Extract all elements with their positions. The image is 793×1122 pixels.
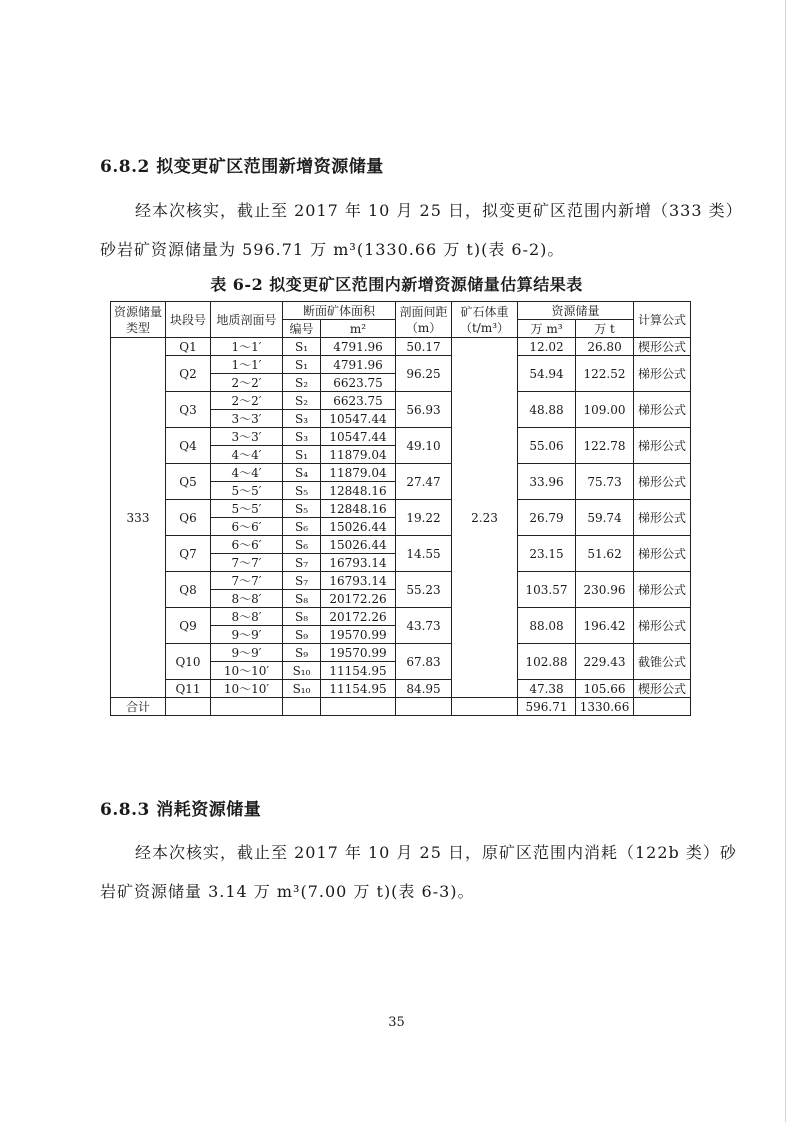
spacing-cell: 19.22	[396, 500, 452, 536]
profile-cell: 4～4′	[211, 464, 283, 482]
reserve-t-cell: 122.78	[576, 428, 634, 464]
area-cell: 11154.95	[321, 680, 396, 698]
section-no-cell: S₉	[283, 626, 321, 644]
area-cell: 12848.16	[321, 500, 396, 518]
header-reserves: 资源储量	[518, 302, 634, 320]
section-no-cell: S₃	[283, 428, 321, 446]
spacing-cell: 50.17	[396, 338, 452, 356]
section-no-cell: S₇	[283, 554, 321, 572]
profile-cell: 5～5′	[211, 482, 283, 500]
reserve-m3-cell: 103.57	[518, 572, 576, 608]
total-m3-cell: 596.71	[518, 698, 576, 716]
block-cell: Q11	[166, 680, 211, 698]
reserve-t-cell: 230.96	[576, 572, 634, 608]
reserve-m3-cell: 88.08	[518, 608, 576, 644]
profile-cell: 8～8′	[211, 590, 283, 608]
area-cell: 4791.96	[321, 356, 396, 374]
spacing-cell: 43.73	[396, 608, 452, 644]
profile-cell: 9～9′	[211, 644, 283, 662]
total-label-cell: 合计	[111, 698, 166, 716]
section-no-cell: S₅	[283, 482, 321, 500]
formula-cell: 梯形公式	[634, 608, 691, 644]
table-row	[111, 428, 691, 446]
resource-type-cell: 333	[111, 338, 166, 698]
table-row	[111, 392, 691, 410]
area-cell: 19570.99	[321, 644, 396, 662]
header-area-unit: m²	[321, 320, 396, 338]
section-no-cell: S₄	[283, 464, 321, 482]
section-no-cell: S₁₀	[283, 680, 321, 698]
area-cell: 15026.44	[321, 536, 396, 554]
block-cell: Q7	[166, 536, 211, 572]
section-no-cell: S₁₀	[283, 662, 321, 680]
spacing-cell: 67.83	[396, 644, 452, 680]
table-row	[111, 500, 691, 518]
block-cell: Q4	[166, 428, 211, 464]
profile-cell: 10～10′	[211, 680, 283, 698]
section-no-cell: S₅	[283, 500, 321, 518]
empty-cell	[396, 698, 452, 716]
header-area-no: 编号	[283, 320, 321, 338]
profile-cell: 10～10′	[211, 662, 283, 680]
area-cell: 19570.99	[321, 626, 396, 644]
block-cell: Q9	[166, 608, 211, 644]
section-no-cell: S₇	[283, 572, 321, 590]
block-cell: Q2	[166, 356, 211, 392]
reserve-t-cell: 51.62	[576, 536, 634, 572]
header-reserve-m3: 万 m³	[518, 320, 576, 338]
formula-cell: 梯形公式	[634, 356, 691, 392]
header-area: 断面矿体面积	[283, 302, 396, 320]
area-cell: 6623.75	[321, 392, 396, 410]
area-cell: 12848.16	[321, 482, 396, 500]
reserve-m3-cell: 12.02	[518, 338, 576, 356]
table-row	[111, 338, 691, 356]
area-cell: 16793.14	[321, 554, 396, 572]
area-cell: 16793.14	[321, 572, 396, 590]
reserve-t-cell: 59.74	[576, 500, 634, 536]
paragraph-1-line-1: 经本次核实，截止至 2017 年 10 月 25 日，拟变更矿区范围内新增（333 类）	[135, 201, 743, 220]
paragraph-2-line-2: 岩矿资源储量 3.14 万 m³(7.00 万 t)(表 6-3)。	[100, 882, 475, 901]
block-cell: Q3	[166, 392, 211, 428]
profile-cell: 2～2′	[211, 374, 283, 392]
header-density: 矿石体重（t/m³）	[452, 302, 518, 338]
area-cell: 4791.96	[321, 338, 396, 356]
header-spacing: 剖面间距（m）	[396, 302, 452, 338]
table-row	[111, 572, 691, 590]
reserve-m3-cell: 102.88	[518, 644, 576, 680]
spacing-cell: 49.10	[396, 428, 452, 464]
area-cell: 20172.26	[321, 608, 396, 626]
section-no-cell: S₉	[283, 644, 321, 662]
formula-cell: 梯形公式	[634, 428, 691, 464]
section-heading-6-8-2: 6.8.2 拟变更矿区范围新增资源储量	[100, 157, 384, 177]
reserve-m3-cell: 33.96	[518, 464, 576, 500]
table-row	[111, 536, 691, 554]
spacing-cell: 27.47	[396, 464, 452, 500]
section-no-cell: S₂	[283, 374, 321, 392]
formula-cell: 楔形公式	[634, 338, 691, 356]
section-no-cell: S₂	[283, 392, 321, 410]
table-row	[111, 680, 691, 698]
reserve-t-cell: 105.66	[576, 680, 634, 698]
profile-cell: 4～4′	[211, 446, 283, 464]
table-row	[111, 608, 691, 626]
scan-edge	[785, 0, 786, 1122]
formula-cell: 梯形公式	[634, 464, 691, 500]
formula-cell: 梯形公式	[634, 392, 691, 428]
table-caption: 表 6-2 拟变更矿区范围内新增资源储量估算结果表	[210, 275, 583, 294]
empty-cell	[321, 698, 396, 716]
page-number: 35	[388, 1015, 405, 1030]
section-no-cell: S₈	[283, 590, 321, 608]
reserve-m3-cell: 23.15	[518, 536, 576, 572]
empty-cell	[283, 698, 321, 716]
paragraph-2-line-1: 经本次核实，截止至 2017 年 10 月 25 日，原矿区范围内消耗（122b 类）砂	[135, 843, 737, 862]
empty-cell	[634, 698, 691, 716]
area-cell: 11154.95	[321, 662, 396, 680]
profile-cell: 5～5′	[211, 500, 283, 518]
formula-cell: 楔形公式	[634, 680, 691, 698]
block-cell: Q1	[166, 338, 211, 356]
reserve-t-cell: 109.00	[576, 392, 634, 428]
profile-cell: 6～6′	[211, 518, 283, 536]
section-heading-6-8-3: 6.8.3 消耗资源储量	[100, 800, 262, 820]
header-type: 资源储量类型	[111, 302, 166, 338]
empty-cell	[166, 698, 211, 716]
block-cell: Q10	[166, 644, 211, 680]
spacing-cell: 56.93	[396, 392, 452, 428]
table-row	[111, 464, 691, 482]
section-no-cell: S₁	[283, 356, 321, 374]
density-cell: 2.23	[452, 338, 518, 698]
formula-cell: 梯形公式	[634, 500, 691, 536]
reserve-estimate-table	[110, 301, 691, 716]
profile-cell: 2～2′	[211, 392, 283, 410]
block-cell: Q6	[166, 500, 211, 536]
profile-cell: 9～9′	[211, 626, 283, 644]
profile-cell: 1～1′	[211, 338, 283, 356]
reserve-t-cell: 196.42	[576, 608, 634, 644]
header-reserve-t: 万 t	[576, 320, 634, 338]
reserve-t-cell: 122.52	[576, 356, 634, 392]
empty-cell	[211, 698, 283, 716]
reserve-m3-cell: 47.38	[518, 680, 576, 698]
section-no-cell: S₆	[283, 518, 321, 536]
area-cell: 11879.04	[321, 446, 396, 464]
section-no-cell: S₆	[283, 536, 321, 554]
block-cell: Q5	[166, 464, 211, 500]
profile-cell: 8～8′	[211, 608, 283, 626]
block-cell: Q8	[166, 572, 211, 608]
area-cell: 20172.26	[321, 590, 396, 608]
header-formula: 计算公式	[634, 302, 691, 338]
area-cell: 10547.44	[321, 428, 396, 446]
table-row	[111, 644, 691, 662]
reserve-t-cell: 75.73	[576, 464, 634, 500]
reserve-m3-cell: 26.79	[518, 500, 576, 536]
profile-cell: 1～1′	[211, 356, 283, 374]
reserve-m3-cell: 48.88	[518, 392, 576, 428]
profile-cell: 7～7′	[211, 554, 283, 572]
section-no-cell: S₃	[283, 410, 321, 428]
header-profile: 地质剖面号	[211, 302, 283, 338]
formula-cell: 梯形公式	[634, 536, 691, 572]
section-no-cell: S₁	[283, 338, 321, 356]
profile-cell: 7～7′	[211, 572, 283, 590]
profile-cell: 6～6′	[211, 536, 283, 554]
section-no-cell: S₈	[283, 608, 321, 626]
paragraph-1-line-2: 砂岩矿资源储量为 596.71 万 m³(1330.66 万 t)(表 6-2)。	[100, 240, 565, 259]
area-cell: 15026.44	[321, 518, 396, 536]
section-no-cell: S₁	[283, 446, 321, 464]
reserve-m3-cell: 54.94	[518, 356, 576, 392]
profile-cell: 3～3′	[211, 410, 283, 428]
reserve-t-cell: 26.80	[576, 338, 634, 356]
area-cell: 10547.44	[321, 410, 396, 428]
header-block: 块段号	[166, 302, 211, 338]
spacing-cell: 84.95	[396, 680, 452, 698]
reserve-m3-cell: 55.06	[518, 428, 576, 464]
spacing-cell: 96.25	[396, 356, 452, 392]
empty-cell	[452, 698, 518, 716]
total-t-cell: 1330.66	[576, 698, 634, 716]
profile-cell: 3～3′	[211, 428, 283, 446]
reserve-t-cell: 229.43	[576, 644, 634, 680]
formula-cell: 截锥公式	[634, 644, 691, 680]
formula-cell: 梯形公式	[634, 572, 691, 608]
area-cell: 6623.75	[321, 374, 396, 392]
area-cell: 11879.04	[321, 464, 396, 482]
spacing-cell: 55.23	[396, 572, 452, 608]
total-row	[111, 698, 691, 716]
spacing-cell: 14.55	[396, 536, 452, 572]
table-row	[111, 356, 691, 374]
